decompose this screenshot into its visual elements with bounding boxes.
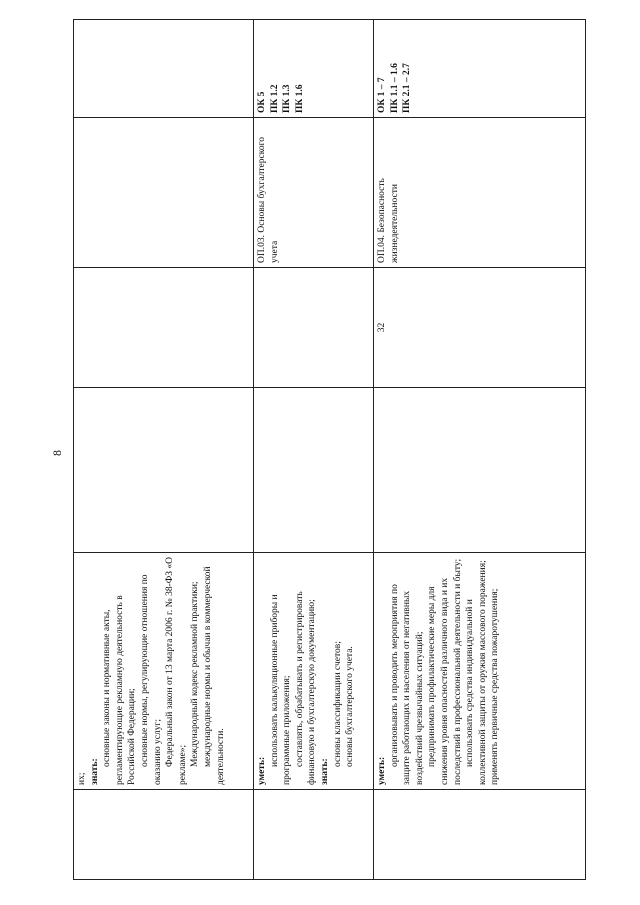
content-line: основы бухгалтерского учета. — [345, 646, 356, 767]
table-row — [374, 20, 586, 880]
section-heading: уметь: — [377, 756, 387, 785]
competency-code: ПК 1.2 — [269, 84, 280, 113]
discipline-cell — [74, 118, 254, 268]
empty-cell — [74, 388, 254, 553]
empty-cell — [254, 388, 374, 553]
hours-cell: 32 — [374, 268, 586, 388]
curriculum-table — [73, 19, 586, 880]
empty-cell — [74, 790, 254, 880]
content-line: организовывать и проводить мероприятия по защите работающих и населения от негативных воздействий чрезвычайных ситуаций; — [389, 584, 425, 785]
content-line: составлять, обрабатывать и регистрировать финансовую и бухгалтерскую документацию; — [294, 591, 318, 785]
content-line: Международный кодекс рекламной практики; — [190, 581, 201, 767]
competencies-cell — [374, 20, 586, 118]
competency-code: ПК 1.6 — [294, 84, 305, 113]
content-line: Федеральный закон от 13 марта 2006 г. № 38-ФЗ «О рекламе»; — [165, 557, 188, 785]
competency-code: ОК 5 — [257, 91, 267, 113]
discipline-cell: ОП.04. Безопасность жизнедеятельности — [374, 118, 586, 268]
competencies-cell — [254, 20, 374, 118]
section-heading: уметь: — [257, 756, 267, 785]
competencies-cell — [74, 20, 254, 118]
content-line: международные нормы и обычаи в коммерческой деятельности. — [202, 566, 226, 785]
competency-code: ПК 1.3 — [282, 84, 293, 113]
section-heading: знать: — [89, 758, 100, 785]
content-line: основные нормы, регулирующие отношения по оказанию услуг; — [139, 574, 163, 785]
content-cell — [254, 553, 374, 790]
empty-cell — [374, 388, 586, 553]
hours-cell — [254, 268, 374, 388]
content-line: использовать средства индивидуальной и коллективной защиты от оружия массового поражения; применять первичные средства пожаротушения; — [465, 560, 501, 785]
table-row — [74, 20, 254, 880]
table-row — [254, 20, 374, 880]
content-line: основы классификации счетов; — [332, 641, 343, 767]
content-line: их; — [77, 772, 87, 785]
content-cell — [374, 553, 586, 790]
discipline-cell: ОП.03. Основы бухгалтерского учета — [254, 118, 374, 268]
section-heading: знать: — [319, 758, 330, 785]
hours-cell — [74, 268, 254, 388]
rotated-table-frame — [73, 20, 585, 880]
content-line: основные законы и нормативные акты, регламентирующие рекламную деятельность в Российской Федерации; — [102, 595, 138, 785]
competency-code: ОК 1 – 7 — [377, 77, 387, 113]
page-number: 8 — [50, 450, 64, 456]
empty-cell — [254, 790, 374, 880]
competency-code: ПК 2.1 – 2.7 — [402, 63, 413, 113]
competency-code: ПК 1.1 – 1.6 — [389, 63, 400, 113]
content-cell — [74, 553, 254, 790]
empty-cell — [374, 790, 586, 880]
content-line: использовать калькуляционные приборы и программные приложения; — [269, 594, 293, 785]
table-body — [74, 20, 586, 880]
content-line: предпринимать профилактические меры для снижения уровня опасностей различного вида и их последствий в профессиональной деятельности и быту; — [427, 558, 463, 785]
